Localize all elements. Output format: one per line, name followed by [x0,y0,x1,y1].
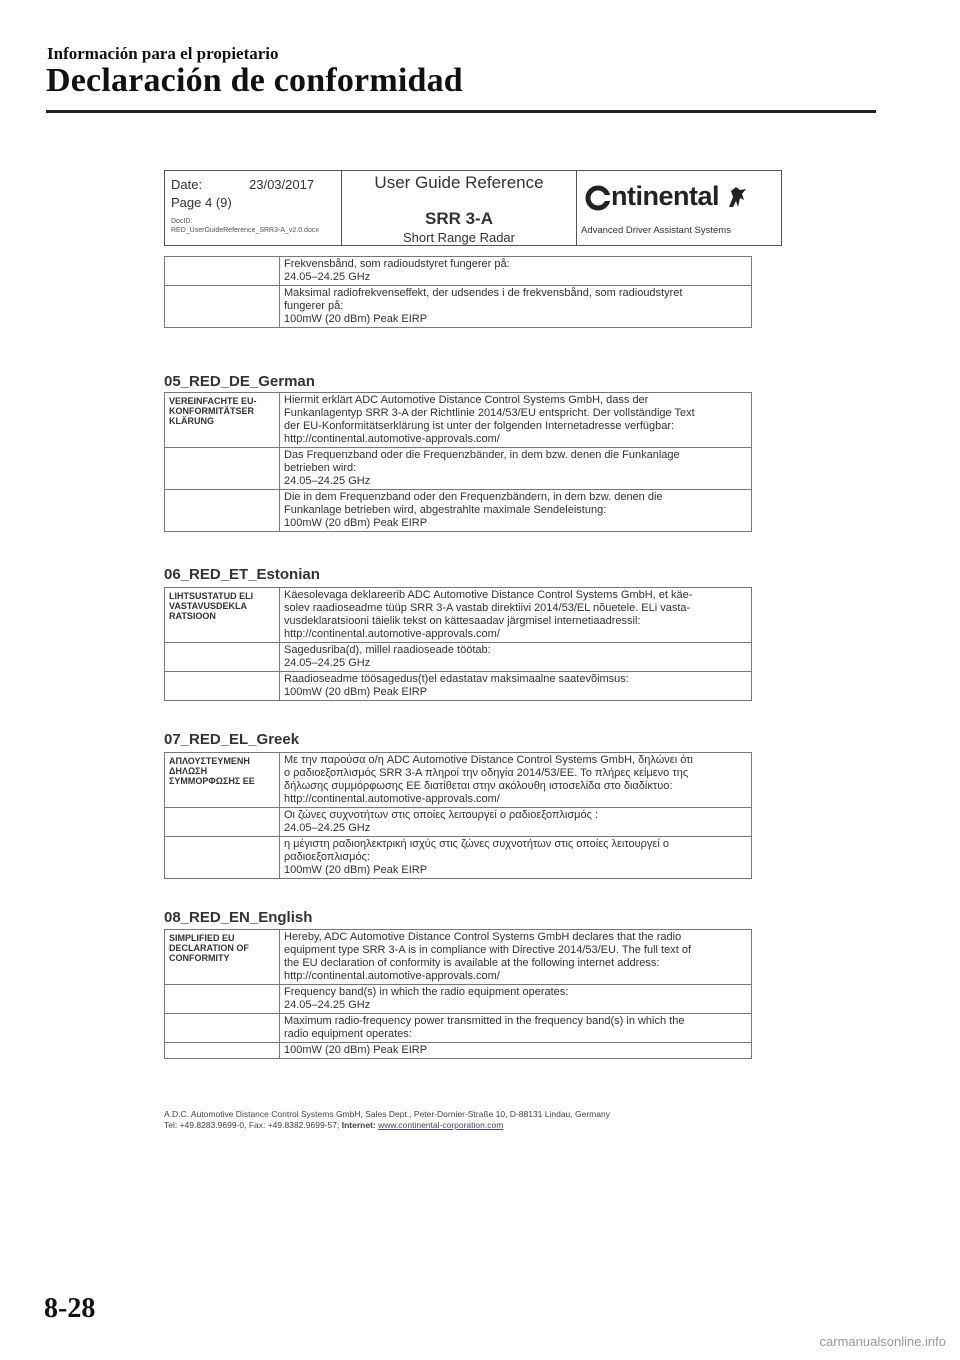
logo-c-mark-icon [585,185,611,211]
watermark: carmanualsonline.info [819,1334,946,1349]
section-heading-estonian: 06_RED_ET_Estonian [164,566,320,583]
product-subtitle: Short Range Radar [402,230,515,245]
row-text [280,257,752,286]
text-line: 24.05–24.25 GHz [284,999,371,1011]
row-text [280,1014,752,1043]
footer-contact: Tel: +49.8283.9699-0, Fax: +49.8382.9699-57; [164,1120,342,1130]
table-row [165,588,752,643]
row-label: ΑΠΛΟΥΣΤΕΥΜΕΝΗ ΔΗΛΩΣΗ ΣΥΜΜΟΡΦΩΣΗΣ ΕΕ [165,753,280,808]
text-line: http://continental.automotive-approvals.com/ [284,793,500,805]
date-value: 23/03/2017 [249,177,315,192]
text-line: Frekvensbånd, som radioudstyret fungerer på: [284,258,510,270]
table-row [165,286,752,328]
table-row [165,1043,752,1059]
section-subtitle: Información para el propietario [47,44,279,63]
text-line: Hiermit erklärt ADC Automotive Distance Control Systems GmbH, dass der [284,394,649,406]
text-line: radio equipment operates: [284,1028,412,1040]
horse-icon [726,185,748,211]
text-line: Die in dem Frequenzband oder den Frequenzbändern, in dem bzw. denen die [284,491,663,503]
text-line: Maximum radio-frequency power transmitted in the frequency band(s) in which the [284,1015,685,1027]
row-label: VEREINFACHTE EU-KONFORMITÄTSER KLÄRUNG [165,393,280,448]
table-row [165,930,752,985]
declaration-table-greek [164,752,752,879]
table-row [165,448,752,490]
logo-text: ntinental [611,181,719,211]
text-line: 24.05–24.25 GHz [284,657,371,669]
text-line: η μέγιστη ραδιοηλεκτρική ισχύς στις ζώνες συχνοτήτων στις οποίες λειτουργεί ο [284,838,669,850]
doc-id-value: RED_UserGuideReference_SRR3-A_v2.0.docx [171,227,319,234]
declaration-table-english [164,929,752,1059]
text-line: 24.05–24.25 GHz [284,271,371,283]
row-text [280,286,752,328]
text-line: solev raadioseadme tüüp SRR 3-A vastab direktiivi 2014/53/EL nõuetele. ELi vasta- [284,602,691,614]
text-line: vusdeklaratsiooni täielik tekst on kättesaadav järgmisel internetiaadressil: [284,615,641,627]
text-line: ραδιοεξοπλισμός: [284,851,370,863]
text-line: equipment type SRR 3-A is in compliance with Directive 2014/53/EU. The full text of [284,944,691,956]
row-text [280,643,752,672]
text-line: der EU-Konformitätserklärung ist unter der folgenden Internetadresse verfügbar: [284,420,675,432]
row-label [165,1014,280,1043]
text-line: δήλωσης συμμόρφωσης ΕΕ διατίθεται στην ακόλουθη ιστοσελίδα στο διαδίκτυο: [284,780,673,792]
text-line: 100mW (20 dBm) Peak EIRP [284,313,428,325]
header-brand [577,171,781,245]
row-label [165,448,280,490]
table-row [165,808,752,837]
declaration-table-german [164,392,752,532]
text-line: Frequency band(s) in which the radio equipment operates: [284,986,569,998]
page-info: Page 4 (9) [171,195,232,210]
row-label [165,672,280,701]
page-title: Declaración de conformidad [46,62,463,99]
continental-logo [585,181,748,212]
header-meta [165,171,342,245]
text-line: the EU declaration of conformity is available at the following internet address: [284,957,660,969]
text-line: betrieben wird: [284,462,357,474]
row-text [280,393,752,448]
text-line: Käesolevaga deklareerib ADC Automotive Distance Control Systems GmbH, et käe- [284,589,693,601]
table-row [165,257,752,286]
text-line: Hereby, ADC Automotive Distance Control Systems GmbH declares that the radio [284,931,682,943]
text-line: http://continental.automotive-approvals.com/ [284,433,500,445]
row-label [165,808,280,837]
row-text [280,490,752,532]
doc-id [171,217,319,235]
text-line: http://continental.automotive-approvals.com/ [284,970,500,982]
brand-tagline: Advanced Driver Assistant Systems [581,225,731,236]
row-label [165,1043,280,1059]
text-line: Sagedusriba(d), millel raadioseade töötab: [284,644,491,656]
row-text [280,1043,752,1059]
product-name: SRR 3-A [424,209,493,228]
row-text [280,672,752,701]
row-label [165,257,280,286]
row-label [165,490,280,532]
section-heading-greek: 07_RED_EL_Greek [164,731,300,748]
text-line: 100mW (20 dBm) Peak EIRP [284,864,428,876]
declaration-table-estonian [164,587,752,701]
footer-line-2 [164,1120,610,1131]
footer-internet-label: Internet: [341,1120,379,1130]
text-line: 24.05–24.25 GHz [284,822,371,834]
text-line: ο ραδιοεξοπλισμός SRR 3-A πληροί την οδηγία 2014/53/ΕΕ. Το πλήρες κείμενο της [284,767,689,779]
text-line: http://continental.automotive-approvals.com/ [284,628,500,640]
guide-title: User Guide Reference [374,173,544,192]
text-line: 100mW (20 dBm) Peak EIRP [284,517,428,529]
row-label: LIHTSUSTATUD ELI VASTAVUSDEKLA RATSIOON [165,588,280,643]
row-text [280,588,752,643]
text-line: Funkanlage betrieben wird, abgestrahlte maximale Sendeleistung: [284,504,607,516]
frequency-table-danish [164,256,752,328]
doc-id-label: DocID: [171,218,193,225]
text-line: Das Frequenzband oder die Frequenzbänder, in dem bzw. denen die Funkanlage [284,449,680,461]
row-text [280,837,752,879]
row-label [165,837,280,879]
header-product [342,171,577,245]
page-number: 8-28 [44,1293,96,1324]
footer-website-link[interactable]: www.continental-corporation.com [378,1120,504,1130]
title-divider [46,110,876,113]
date-label: Date: [171,177,203,192]
table-row [165,753,752,808]
row-label [165,643,280,672]
table-row [165,837,752,879]
table-row [165,672,752,701]
table-row [165,1014,752,1043]
text-line: Funkanlagentyp SRR 3-A der Richtlinie 2014/53/EU entspricht. Der vollständige Text [284,407,695,419]
document-header [164,170,782,246]
row-label [165,286,280,328]
footer-line-1: A.D.C. Automotive Distance Control Systems GmbH, Sales Dept., Peter-Dornier-Straße 10, D-88131 Lindau, Germany [164,1109,610,1119]
footer-address [164,1109,610,1131]
row-text [280,448,752,490]
table-row [165,393,752,448]
table-row [165,985,752,1014]
text-line: fungerer på: [284,300,344,312]
section-heading-english: 08_RED_EN_English [164,909,313,926]
text-line: 100mW (20 dBm) Peak EIRP [284,686,428,698]
table-row [165,643,752,672]
row-text [280,808,752,837]
section-heading-german: 05_RED_DE_German [164,373,315,390]
row-label: SIMPLIFIED EU DECLARATION OF CONFORMITY [165,930,280,985]
text-line: Με την παρούσα ο/η ADC Automotive Distance Control Systems GmbH, δηλώνει ότι [284,754,693,766]
text-line: Maksimal radiofrekvenseffekt, der udsendes i de frekvensbånd, som radioudstyret [284,287,683,299]
text-line: 24.05–24.25 GHz [284,475,371,487]
row-text [280,985,752,1014]
table-row [165,490,752,532]
text-line: 100mW (20 dBm) Peak EIRP [284,1044,428,1056]
row-label [165,985,280,1014]
text-line: Raadioseadme töösagedus(t)el edastatav maksimaalne saatevõimsus: [284,673,629,685]
row-text [280,753,752,808]
row-text [280,930,752,985]
text-line: Οι ζώνες συχνοτήτων στις οποίες λειτουργεί ο ραδιοεξοπλισμός : [284,809,599,821]
